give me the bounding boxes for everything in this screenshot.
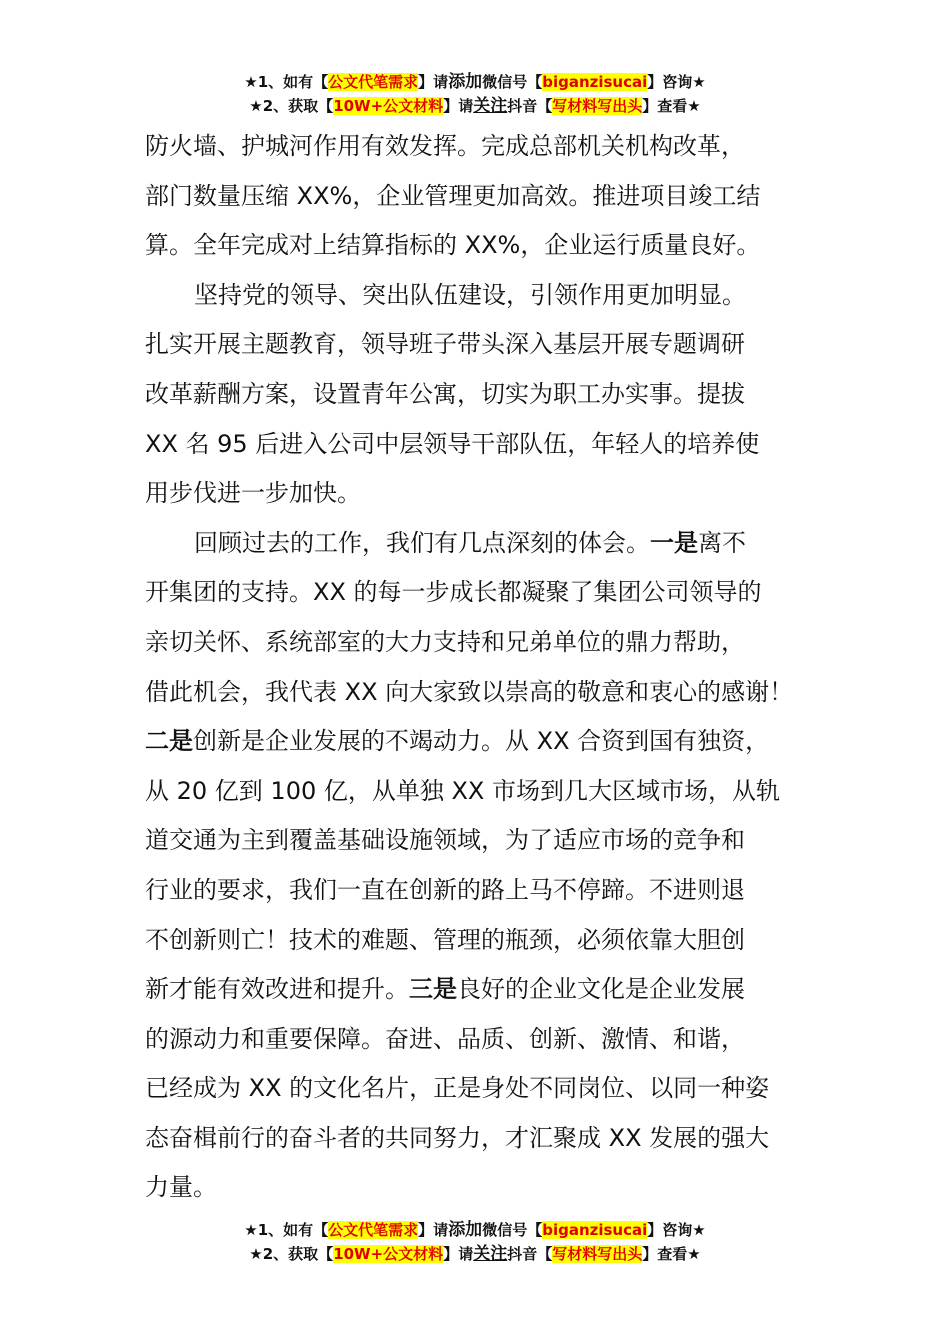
body-line: 已经成为 XX 的文化名片，正是身处不同岗位、以同一种姿 (145, 1074, 770, 1103)
banner-emphasis: 添加 (448, 72, 483, 92)
body-line: 道交通为主到覆盖基础设施领域，为了适应市场的竞争和 (145, 826, 745, 855)
banner-emphasis: 添加 (448, 1220, 483, 1240)
banner-emphasis: 关注 (473, 96, 508, 116)
banner-highlight-wechat-id: biganzisucai (542, 73, 648, 91)
body-line: 的源动力和重要保障。奋进、品质、创新、激情、和谐， (145, 1024, 745, 1053)
body-line: XX 名 95 后进入公司中层领导干部队伍，年轻人的培养使 (145, 429, 760, 458)
banner-text: 】查看★ (642, 97, 701, 115)
body-line: 不创新则亡！技术的难题、管理的瓶颈，必须依靠大胆创 (145, 925, 745, 954)
bold-marker-first: 一是 (650, 528, 698, 557)
banner-text: 抖音【 (507, 97, 553, 115)
banner-highlight-douyin: 写材料写出头 (552, 97, 643, 115)
banner-text: ★2、获取【 (249, 97, 334, 115)
body-line (145, 519, 825, 569)
header-banner (0, 70, 950, 118)
banner-highlight-service: 公文代笔需求 (328, 73, 419, 91)
body-line (145, 965, 825, 1015)
banner-highlight-douyin: 写材料写出头 (552, 1245, 643, 1263)
banner-text: 微信号【 (482, 1221, 543, 1239)
banner-text: 微信号【 (482, 73, 543, 91)
banner-text: 】咨询★ (647, 1221, 706, 1239)
banner-text: 抖音【 (507, 1245, 553, 1263)
body-line (145, 717, 825, 767)
banner-text: 】咨询★ (647, 73, 706, 91)
banner-highlight-materials: 10W+公文材料 (333, 97, 444, 115)
body-line: 开集团的支持。XX 的每一步成长都凝聚了集团公司领导的 (145, 578, 762, 607)
bold-marker-third: 三是 (409, 975, 457, 1004)
body-line: 从 20 亿到 100 亿，从单独 XX 市场到几大区域市场，从轨 (145, 776, 781, 805)
banner-highlight-wechat-id: biganzisucai (542, 1221, 648, 1239)
banner-text: ★2、获取【 (249, 1245, 334, 1263)
body-line: 行业的要求，我们一直在创新的路上马不停蹄。不进则退 (145, 875, 745, 904)
banner-line-2 (0, 94, 950, 118)
document-body (145, 122, 825, 1213)
body-line: 亲切关怀、系统部室的大力支持和兄弟单位的鼎力帮助， (145, 627, 745, 656)
footer-banner (0, 1218, 950, 1266)
body-line: 改革薪酬方案，设置青年公寓，切实为职工办实事。提拔 (145, 379, 745, 408)
body-line: 借此机会，我代表 XX 向大家致以崇高的敬意和衷心的感谢！ (145, 677, 794, 706)
banner-highlight-materials: 10W+公文材料 (333, 1245, 444, 1263)
body-text: 创新是企业发展的不竭动力。从 XX 合资到国有独资， (193, 727, 770, 756)
body-line: 部门数量压缩 XX%，企业管理更加高效。推进项目竣工结 (145, 181, 761, 210)
banner-text: 】请 (418, 1221, 449, 1239)
banner-line-1 (0, 1218, 950, 1242)
banner-highlight-service: 公文代笔需求 (328, 1221, 419, 1239)
banner-text: 】查看★ (642, 1245, 701, 1263)
banner-emphasis: 关注 (473, 1244, 508, 1264)
body-text: 新才能有效改进和提升。 (145, 975, 409, 1004)
banner-line-2 (0, 1242, 950, 1266)
body-line: 算。全年完成对上结算指标的 XX%，企业运行质量良好。 (145, 231, 761, 260)
bold-marker-second: 二是 (145, 727, 193, 756)
body-text: 良好的企业文化是企业发展 (457, 975, 745, 1004)
body-line: 扎实开展主题教育，领导班子带头深入基层开展专题调研 (145, 330, 745, 359)
banner-text: ★1、如有【 (244, 1221, 329, 1239)
body-line: 态奋楫前行的奋斗者的共同努力，才汇聚成 XX 发展的强大 (145, 1123, 770, 1152)
body-text: 回顾过去的工作，我们有几点深刻的体会。 (194, 528, 650, 557)
banner-text: 】请 (418, 73, 449, 91)
body-line: 防火墙、护城河作用有效发挥。完成总部机关机构改革， (145, 132, 745, 160)
banner-text: 】请 (443, 97, 474, 115)
paragraph-heading: 坚持党的领导、突出队伍建设，引领作用更加明显。 (194, 280, 746, 309)
banner-text: ★1、如有【 (244, 73, 329, 91)
body-line: 力量。 (145, 1173, 217, 1202)
banner-line-1 (0, 70, 950, 94)
body-text: 离不 (698, 528, 746, 557)
banner-text: 】请 (443, 1245, 474, 1263)
body-line: 用步伐进一步加快。 (145, 479, 361, 508)
